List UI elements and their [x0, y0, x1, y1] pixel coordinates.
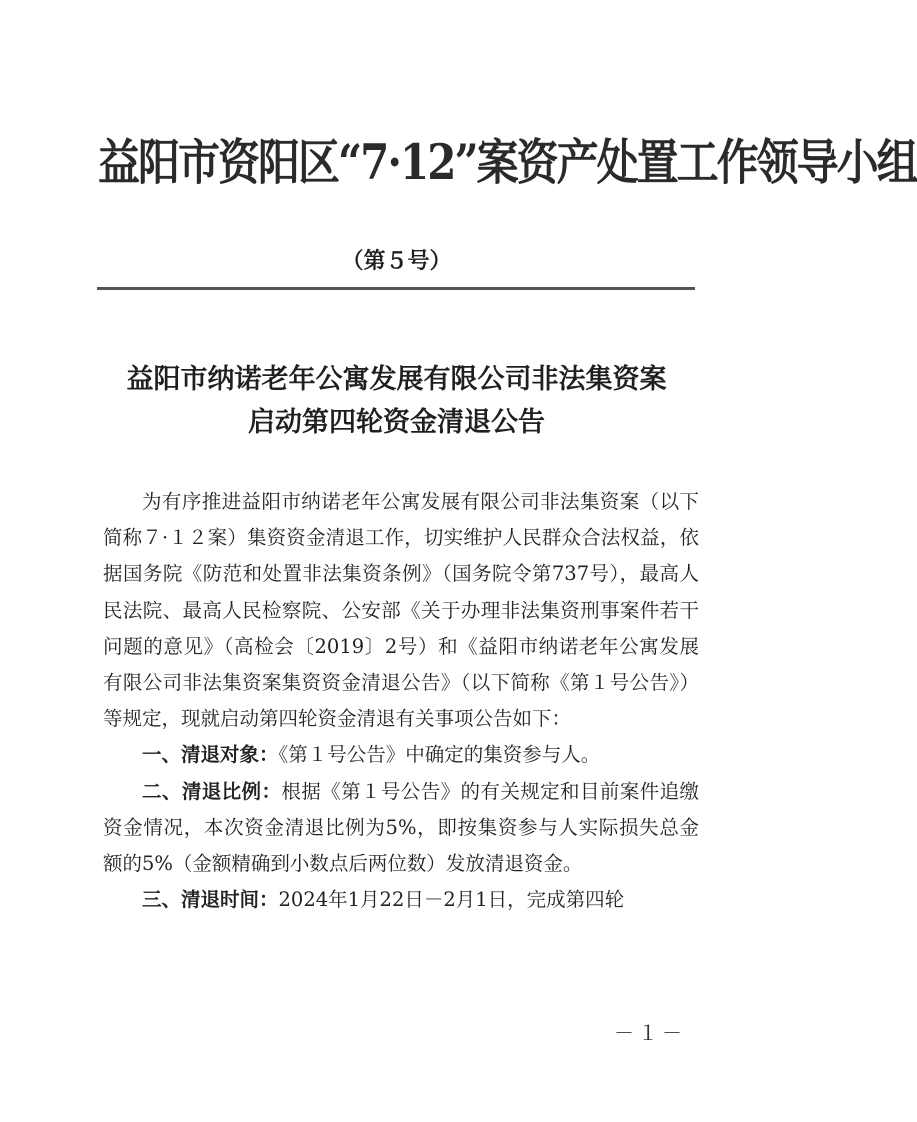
- notice-title-line-2: 启动第四轮资金清退公告: [248, 407, 545, 438]
- header-divider: [97, 287, 695, 290]
- item-label-3: 三、清退时间：: [142, 888, 279, 912]
- notice-title: [0, 358, 793, 444]
- document-number: （第５号）: [341, 248, 452, 274]
- item-paragraph-3: [103, 882, 699, 918]
- org-header-title: 益阳市资阳区“7·12”案资产处置工作领导小组: [98, 134, 917, 191]
- item-text-1: 《第１号公告》中确定的集资参与人。: [278, 743, 601, 767]
- item-text-2: 根据《第１号公告》的有关规定和目前案件追缴资金情况，本次资金清退比例为5%，即按集资参与人实际损失总金额的5%（金额精确到小数点后两位数）发放清退资金。: [103, 779, 699, 876]
- page-number: －１－: [614, 1021, 686, 1045]
- item-text-3: 2024年1月22日－2月1日，完成第四轮: [278, 888, 625, 912]
- item-paragraph-2: [103, 774, 699, 883]
- item-label-2: 二、清退比例：: [142, 779, 282, 803]
- intro-paragraph: 为有序推进益阳市纳诺老年公寓发展有限公司非法集资案（以下简称７·１２案）集资资金清退工作，切实维护人民群众合法权益，依据国务院《防范和处置非法集资条例》（国务院令第737号），最高人民法院、最高人民检察院、公安部《关于办理非法集资刑事案件若干问题的意见》（高检会〔2019〕2号）和《益阳市纳诺老年公寓发展有限公司非法集资案集资资金清退公告》（以下简称《第１号公告》）等规定，现就启动第四轮资金清退有关事项公告如下：: [103, 490, 699, 731]
- item-paragraph-1: [103, 737, 699, 773]
- notice-title-line-1: 益阳市纳诺老年公寓发展有限公司非法集资案: [126, 364, 667, 395]
- item-label-1: 一、清退对象：: [142, 743, 279, 767]
- notice-body: [103, 484, 699, 918]
